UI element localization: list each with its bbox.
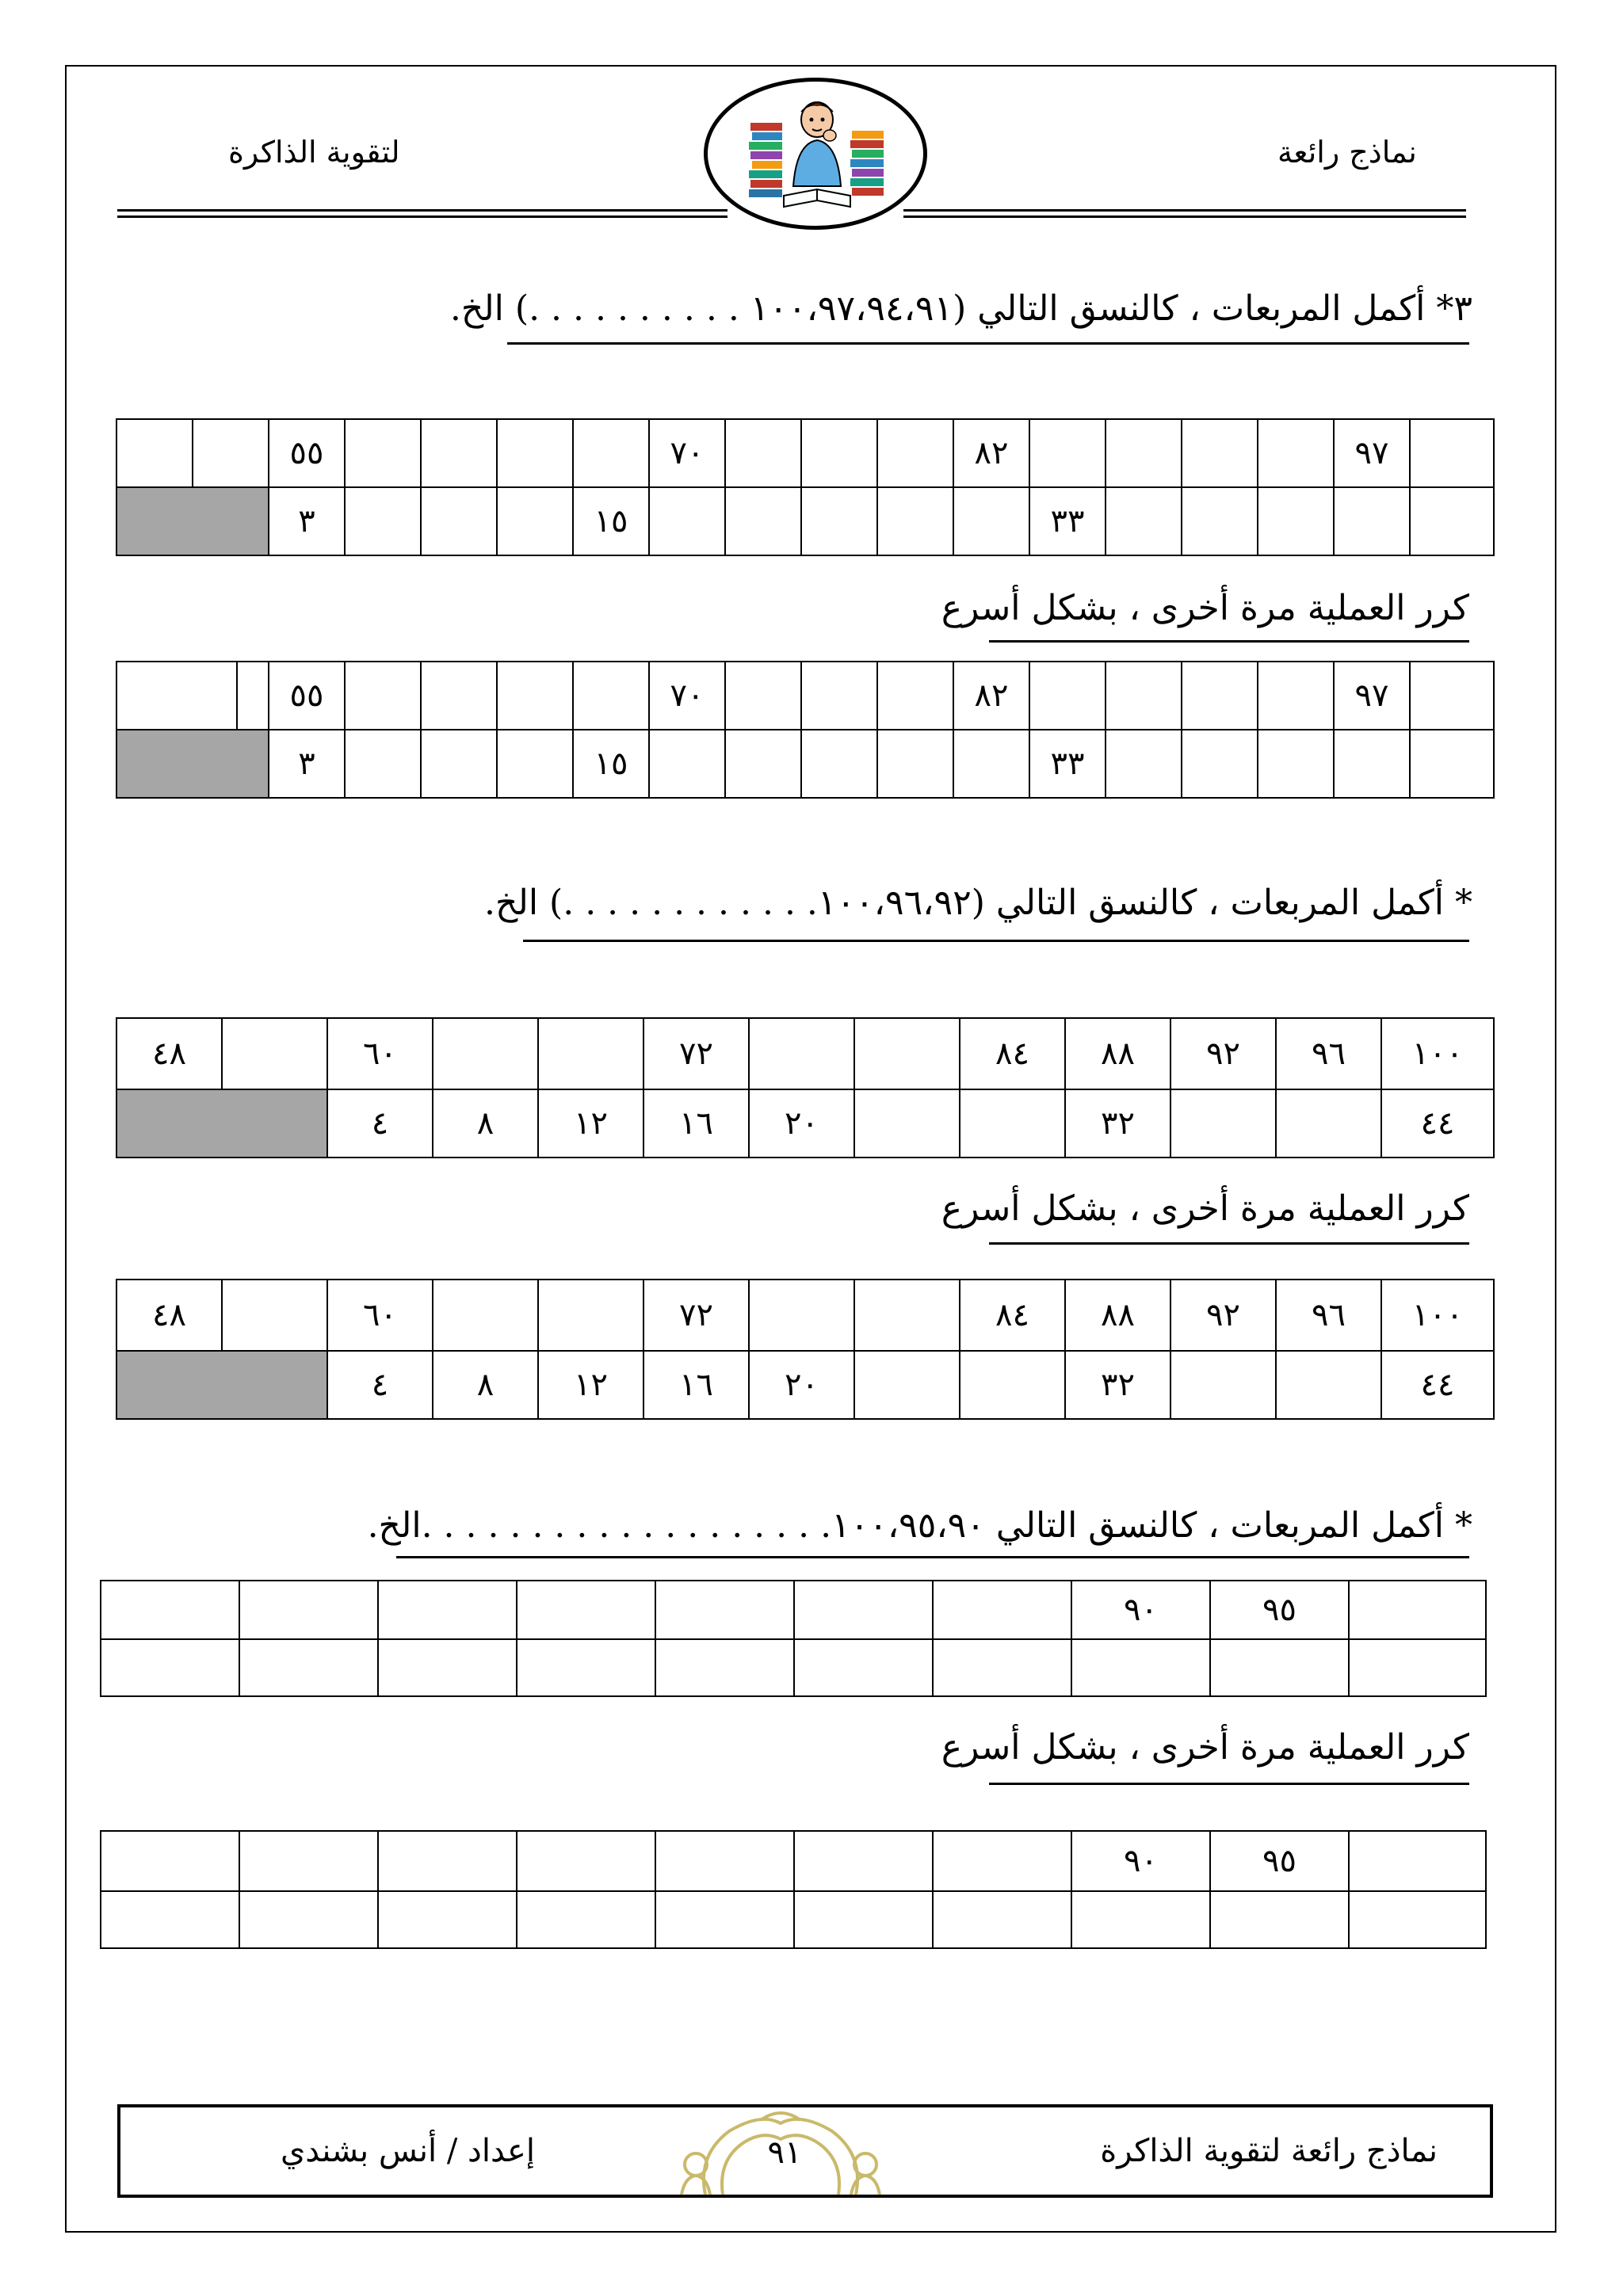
header-left-title: لتقوية الذاكرة	[228, 135, 400, 170]
grid-cell[interactable]: ١٢	[538, 1089, 643, 1158]
grid-cell[interactable]: ١٥	[573, 730, 649, 798]
grid-cell[interactable]	[1410, 730, 1494, 798]
section1-repeat-underline	[989, 640, 1469, 643]
grid-cell[interactable]	[749, 1018, 854, 1089]
grid-cell[interactable]: ٧٢	[643, 1280, 749, 1351]
grid-cell[interactable]	[1276, 1089, 1381, 1158]
grid-cell[interactable]	[933, 1581, 1071, 1639]
grid-cell[interactable]: ٤٤	[1381, 1089, 1494, 1158]
grid-cell[interactable]	[1258, 730, 1334, 798]
grid-cell[interactable]	[933, 1639, 1071, 1696]
grid-cell[interactable]	[345, 419, 421, 487]
grid-cell[interactable]: ٥٥	[269, 662, 345, 730]
grid-cell[interactable]	[801, 730, 877, 798]
grid-cell[interactable]	[345, 487, 421, 555]
grid-cell[interactable]	[517, 1891, 655, 1948]
grid-cell[interactable]: ٣	[269, 487, 345, 555]
grid-cell[interactable]: ٩٥	[1210, 1831, 1349, 1891]
grid-cell[interactable]	[1106, 419, 1182, 487]
grid-cell[interactable]	[222, 1018, 327, 1089]
grid-cell[interactable]	[573, 419, 649, 487]
section2-heading: * أكمل المربعات ، كالنسق التالي (١٠٠،٩٦،٩٢. . . . . . . . . . . .) الخ.	[484, 883, 1472, 923]
shaded-cell	[116, 1089, 327, 1158]
grid-cell[interactable]	[1106, 730, 1182, 798]
grid-cell[interactable]	[421, 662, 497, 730]
grid-cell[interactable]	[517, 1581, 655, 1639]
grid-cell[interactable]	[854, 1351, 960, 1419]
section3-heading-underline	[396, 1556, 1469, 1558]
grid-cell[interactable]	[877, 419, 953, 487]
grid-cell[interactable]	[1349, 1891, 1486, 1948]
page-number: ٩١	[767, 2134, 802, 2171]
grid-cell[interactable]	[345, 730, 421, 798]
grid-cell[interactable]: ٤٨	[116, 1018, 222, 1089]
grid-cell[interactable]	[794, 1581, 933, 1639]
grid-cell[interactable]	[1410, 487, 1494, 555]
grid-cell[interactable]	[854, 1018, 960, 1089]
grid-cell[interactable]	[801, 419, 877, 487]
grid-cell[interactable]	[1349, 1581, 1486, 1639]
grid-cell[interactable]: ٨٨	[1065, 1018, 1170, 1089]
grid-cell[interactable]	[1210, 1891, 1349, 1948]
grid-cell[interactable]	[877, 662, 953, 730]
grid-cell[interactable]	[1276, 1351, 1381, 1419]
grid-cell[interactable]	[1106, 487, 1182, 555]
footer-left-text: إعداد / أنس بشندي	[281, 2133, 535, 2169]
grid-cell[interactable]: ٨	[433, 1089, 538, 1158]
grid-cell[interactable]	[749, 1280, 854, 1351]
shaded-cell	[116, 487, 269, 555]
grid-cell[interactable]: ٨٢	[953, 419, 1029, 487]
grid-cell[interactable]	[1258, 487, 1334, 555]
grid-cell[interactable]	[933, 1831, 1071, 1891]
header-rule-left-top	[117, 209, 727, 212]
grid-cell[interactable]	[237, 662, 269, 730]
section2-heading-underline	[523, 940, 1469, 942]
grid-cell[interactable]	[497, 419, 573, 487]
grid-cell[interactable]	[421, 487, 497, 555]
grid-cell[interactable]	[953, 730, 1029, 798]
section3-repeat-underline	[989, 1783, 1469, 1785]
grid-cell[interactable]	[725, 662, 801, 730]
grid-cell[interactable]: ٩٧	[1334, 662, 1410, 730]
grid-cell[interactable]: ٣٣	[1029, 487, 1106, 555]
grid-cell[interactable]	[101, 1639, 239, 1696]
grid-cell[interactable]: ٨٤	[960, 1280, 1065, 1351]
grid-cell[interactable]	[433, 1280, 538, 1351]
grid-cell[interactable]	[116, 662, 237, 730]
grid-cell[interactable]	[101, 1831, 239, 1891]
grid-cell[interactable]: ٥٥	[269, 419, 345, 487]
grid-cell[interactable]: ٣٣	[1029, 730, 1106, 798]
grid-cell[interactable]: ١٠٠	[1381, 1280, 1494, 1351]
grid-cell[interactable]: ٧٢	[643, 1018, 749, 1089]
grid-cell[interactable]: ٩٦	[1276, 1018, 1381, 1089]
grid-cell[interactable]	[960, 1351, 1065, 1419]
section2-repeat-underline	[989, 1242, 1469, 1245]
grid-cell[interactable]: ٦٠	[327, 1018, 433, 1089]
grid-cell[interactable]: ٩٠	[1071, 1831, 1210, 1891]
grid-cell[interactable]	[1170, 1089, 1276, 1158]
grid-cell[interactable]: ٧٠	[649, 419, 725, 487]
grid-cell[interactable]	[573, 662, 649, 730]
grid-cell[interactable]	[801, 662, 877, 730]
grid-cell[interactable]	[801, 487, 877, 555]
grid-cell[interactable]: ٤	[327, 1089, 433, 1158]
grid-cell[interactable]	[794, 1891, 933, 1948]
grid-cell[interactable]	[1106, 662, 1182, 730]
grid-cell[interactable]	[433, 1018, 538, 1089]
section3-heading: * أكمل المربعات ، كالنسق التالي ١٠٠،٩٥،٩٠. . . . . . . . . . . . . . . . . . .الخ.	[367, 1505, 1472, 1546]
grid-cell[interactable]	[960, 1089, 1065, 1158]
grid-cell[interactable]	[655, 1581, 794, 1639]
grid-cell[interactable]: ٨٢	[953, 662, 1029, 730]
grid-cell[interactable]	[854, 1089, 960, 1158]
grid-cell[interactable]: ٢٠	[749, 1089, 854, 1158]
section3-grid-b	[100, 1830, 1487, 1949]
grid-cell[interactable]	[538, 1280, 643, 1351]
grid-cell[interactable]	[1334, 487, 1410, 555]
grid-cell[interactable]	[421, 730, 497, 798]
grid-cell[interactable]: ٨٤	[960, 1018, 1065, 1089]
footer-right-text: نماذج رائعة لتقوية الذاكرة	[1100, 2133, 1438, 2169]
grid-cell[interactable]: ١٠٠	[1381, 1018, 1494, 1089]
grid-cell[interactable]	[1071, 1891, 1210, 1948]
grid-cell[interactable]	[1182, 662, 1258, 730]
grid-cell[interactable]	[1410, 419, 1494, 487]
grid-cell[interactable]	[1410, 662, 1494, 730]
grid-cell[interactable]	[854, 1280, 960, 1351]
grid-cell[interactable]	[193, 419, 269, 487]
section1-heading: ٣* أكمل المربعات ، كالنسق التالي (١٠٠،٩٧،٩٤،٩١ . . . . . . . . . .) الخ.	[449, 288, 1472, 329]
grid-cell[interactable]: ٣٢	[1065, 1089, 1170, 1158]
grid-cell[interactable]	[725, 419, 801, 487]
grid-cell[interactable]	[953, 487, 1029, 555]
grid-cell[interactable]: ٣	[269, 730, 345, 798]
grid-cell[interactable]	[378, 1831, 517, 1891]
grid-cell[interactable]: ٩٧	[1334, 419, 1410, 487]
grid-cell[interactable]	[378, 1639, 517, 1696]
grid-cell[interactable]	[655, 1639, 794, 1696]
grid-cell[interactable]	[877, 730, 953, 798]
grid-cell[interactable]	[101, 1581, 239, 1639]
grid-cell[interactable]	[649, 487, 725, 555]
section3-grid-a	[100, 1580, 1487, 1697]
grid-cell[interactable]	[345, 662, 421, 730]
grid-cell[interactable]: ٦٠	[327, 1280, 433, 1351]
grid-cell[interactable]	[101, 1891, 239, 1948]
grid-cell[interactable]	[1258, 662, 1334, 730]
grid-cell[interactable]: ٩٦	[1276, 1280, 1381, 1351]
grid-cell[interactable]	[1349, 1639, 1486, 1696]
grid-cell[interactable]	[1349, 1831, 1486, 1891]
grid-cell[interactable]	[378, 1581, 517, 1639]
grid-cell[interactable]	[933, 1891, 1071, 1948]
grid-cell[interactable]: ٩٢	[1170, 1018, 1276, 1089]
section1-grid-a	[116, 418, 1495, 556]
section1-grid-b	[116, 661, 1495, 799]
grid-cell[interactable]	[725, 730, 801, 798]
section2-repeat-heading: كرر العملية مرة أخرى ، بشكل أسرع	[941, 1188, 1469, 1229]
grid-cell[interactable]	[517, 1639, 655, 1696]
header-right-title: نماذج رائعة	[1277, 135, 1417, 170]
grid-cell[interactable]	[1182, 419, 1258, 487]
grid-cell[interactable]	[794, 1639, 933, 1696]
grid-cell[interactable]	[794, 1831, 933, 1891]
grid-cell[interactable]	[1029, 662, 1106, 730]
grid-cell[interactable]	[1182, 730, 1258, 798]
logo-oval	[704, 78, 927, 230]
header-rule-right-bottom	[903, 215, 1466, 218]
grid-cell[interactable]	[1182, 487, 1258, 555]
grid-cell[interactable]	[378, 1891, 517, 1948]
grid-cell[interactable]	[538, 1018, 643, 1089]
header-rule-right-top	[903, 209, 1466, 212]
section3-repeat-heading: كرر العملية مرة أخرى ، بشكل أسرع	[941, 1727, 1469, 1768]
grid-cell[interactable]	[239, 1891, 378, 1948]
grid-cell[interactable]	[1071, 1639, 1210, 1696]
grid-cell[interactable]	[239, 1831, 378, 1891]
grid-cell[interactable]	[239, 1639, 378, 1696]
header-rule-left-bottom	[117, 215, 727, 218]
grid-cell[interactable]	[116, 419, 193, 487]
grid-cell[interactable]: ٤٨	[116, 1280, 222, 1351]
grid-cell[interactable]	[1258, 419, 1334, 487]
section2-grid-b	[116, 1279, 1495, 1420]
grid-cell[interactable]	[1334, 730, 1410, 798]
grid-cell[interactable]	[649, 730, 725, 798]
grid-cell[interactable]	[517, 1831, 655, 1891]
grid-cell[interactable]: ٨٨	[1065, 1280, 1170, 1351]
grid-cell[interactable]	[1170, 1351, 1276, 1419]
grid-cell[interactable]: ٨	[433, 1351, 538, 1419]
grid-cell[interactable]: ١٦	[643, 1351, 749, 1419]
grid-cell[interactable]	[239, 1581, 378, 1639]
shaded-cell	[116, 730, 269, 798]
grid-cell[interactable]	[725, 487, 801, 555]
grid-cell[interactable]: ٤	[327, 1351, 433, 1419]
grid-cell[interactable]: ١٢	[538, 1351, 643, 1419]
grid-cell[interactable]: ٣٢	[1065, 1351, 1170, 1419]
grid-cell[interactable]	[222, 1280, 327, 1351]
grid-cell[interactable]	[1029, 419, 1106, 487]
grid-cell[interactable]	[655, 1831, 794, 1891]
grid-cell[interactable]: ٤٤	[1381, 1351, 1494, 1419]
section2-grid-a	[116, 1017, 1495, 1158]
grid-cell[interactable]	[877, 487, 953, 555]
grid-cell[interactable]: ٢٠	[749, 1351, 854, 1419]
grid-cell[interactable]: ١٥	[573, 487, 649, 555]
student-with-books-icon	[741, 91, 892, 218]
grid-cell[interactable]: ٩٥	[1210, 1581, 1349, 1639]
grid-cell[interactable]	[497, 730, 573, 798]
section1-repeat-heading: كرر العملية مرة أخرى ، بشكل أسرع	[941, 588, 1469, 628]
grid-cell[interactable]	[497, 487, 573, 555]
grid-cell[interactable]	[497, 662, 573, 730]
section1-heading-underline	[507, 342, 1469, 345]
grid-cell[interactable]: ٩٢	[1170, 1280, 1276, 1351]
grid-cell[interactable]: ١٦	[643, 1089, 749, 1158]
grid-cell[interactable]	[421, 419, 497, 487]
grid-cell[interactable]: ٩٠	[1071, 1581, 1210, 1639]
grid-cell[interactable]	[655, 1891, 794, 1948]
shaded-cell	[116, 1351, 327, 1419]
grid-cell[interactable]	[1210, 1639, 1349, 1696]
grid-cell[interactable]: ٧٠	[649, 662, 725, 730]
